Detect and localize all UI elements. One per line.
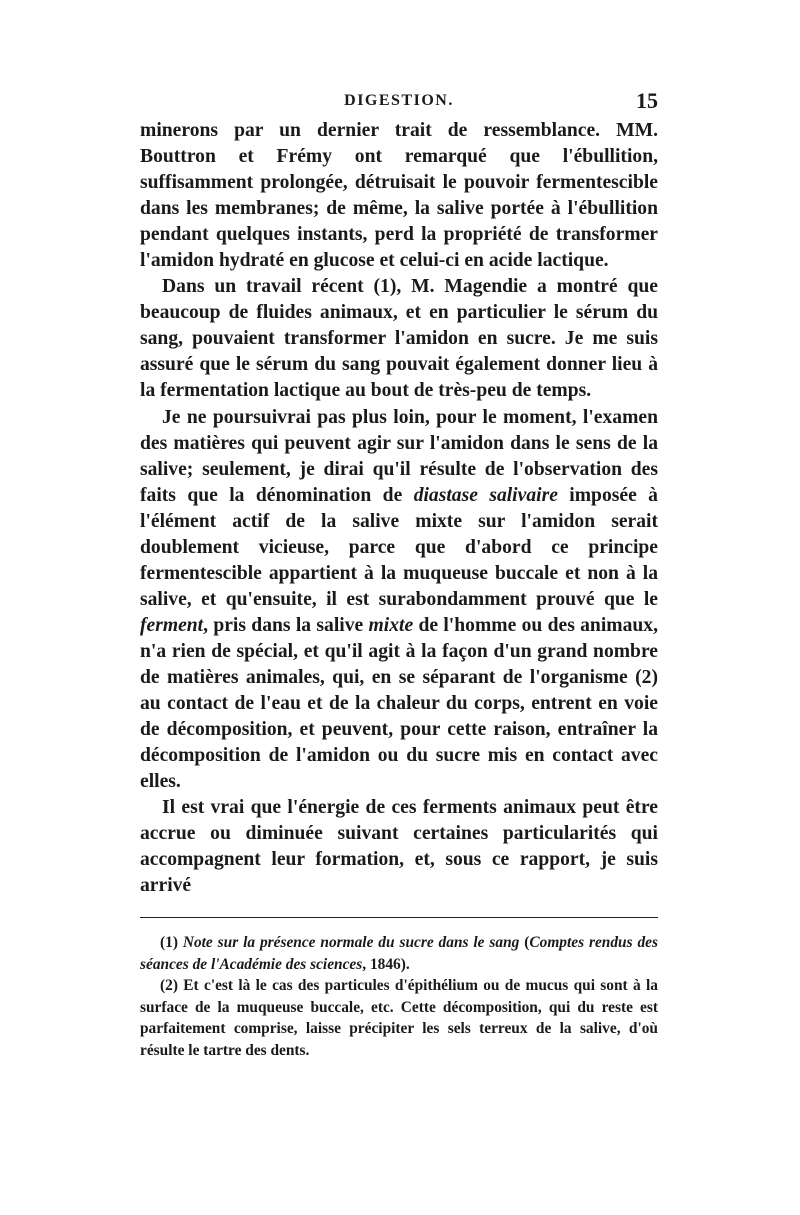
- book-page: [140, 88, 659, 1061]
- text-segment: minerons par un dernier trait de ressemblance. MM. Bouttron et Frémy ont remarqué que l'ébullition, suffisamment prolongée, détruisait le pouvoir fermentescible dans les membranes; de même, la salive portée à l'ébullition pendant quelques instants, perd la propriété de transformer l'amidon hydraté en glucose et celui-ci en acide lactique.: [140, 120, 658, 272]
- text-segment: imposée à l'élément actif de la salive mixte sur l'amidon serait doublement vicieuse, parce que d'abord ce principe fermentescible appartient à la muqueuse buccale et non à la salive, et qu'ensuite, il est surabondamment prouvé que le: [140, 484, 658, 610]
- text-segment: Dans un travail récent (1), M. Magendie a montré que beaucoup de fluides animaux, et en particulier le sérum du sang, pouvaient transformer l'amidon en sucre. Je me suis assuré que le sérum du sang pouvait également donner lieu à la fermentation lactique au bout de très-peu de temps.: [140, 276, 658, 402]
- text-segment: , pris dans la salive: [203, 614, 369, 636]
- text-segment: Il est vrai que l'énergie de ces ferments animaux peut être accrue ou diminuée suivant certaines particularités qui accompagnent leur formation, et, sous ce rapport, je suis arrivé: [140, 797, 658, 897]
- italic-text: ferment: [140, 614, 204, 636]
- paragraph: [140, 274, 658, 404]
- text-segment: (2) Et c'est là le cas des particules d'épithélium ou de mucus qui sont à la surface de la muqueuse buccale, etc. Cette décomposition, qui du reste est parfaitement comprise, laisse précipiter les sels terreux de la salive, d'où résulte le tartre des dents.: [140, 977, 658, 1059]
- text-segment: (1): [160, 934, 183, 952]
- text-segment: , 1846).: [362, 955, 410, 973]
- italic-text: Note sur la présence normale du sucre dans le sang: [182, 934, 520, 952]
- page-header: [140, 88, 658, 118]
- text-segment: (: [519, 934, 530, 952]
- italic-text: mixte: [368, 614, 414, 636]
- footnote: [140, 932, 658, 975]
- footnote-separator: [140, 917, 658, 918]
- paragraph: [140, 795, 658, 899]
- italic-text: diastase salivaire: [413, 484, 558, 506]
- paragraph: [140, 118, 658, 274]
- body-text: [140, 118, 658, 899]
- page-number: 15: [636, 88, 658, 113]
- text-segment: de l'homme ou des animaux, n'a rien de spécial, et qu'il agit à la façon d'un grand nombre de matières animales, qui, en se séparant de l'organisme (2) au contact de l'eau et de la chaleur du corps, entrent en voie de décomposition, et peuvent, pour cette raison, entraîner la décomposition de l'amidon ou du sucre mis en contact avec elles.: [140, 614, 658, 793]
- italic-text: Comptes rendus des séances de l'Académie des sciences: [140, 934, 659, 973]
- running-head: DIGESTION.: [344, 92, 454, 109]
- text-segment: Je ne poursuivrai pas plus loin, pour le moment, l'examen des matières qui peuvent agir sur l'amidon dans le sens de la salive; seulement, je dirai qu'il résulte de l'observation des faits que la dénomination de: [140, 406, 658, 506]
- footnote: [140, 975, 658, 1061]
- footnotes: [140, 932, 658, 1061]
- paragraph: [140, 405, 658, 796]
